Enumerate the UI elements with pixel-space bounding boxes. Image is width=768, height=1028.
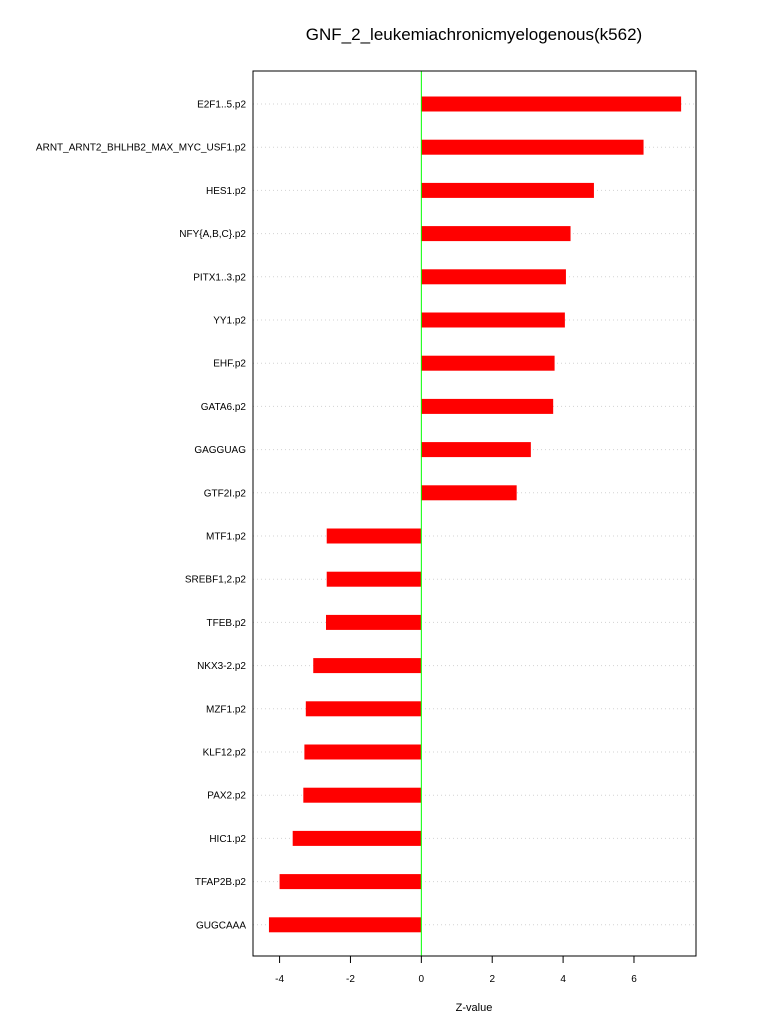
category-label: GAGGUAG — [194, 445, 246, 457]
x-tick-label: -4 — [275, 974, 285, 985]
bar — [269, 917, 421, 932]
category-label: MZF1.p2 — [205, 704, 246, 716]
category-label: NFY{A,B,C}.p2 — [179, 229, 246, 241]
bar — [327, 529, 422, 544]
bar — [421, 269, 566, 284]
category-label: TFEB.p2 — [206, 617, 246, 629]
bar — [280, 874, 422, 889]
category-label: EHF.p2 — [213, 358, 246, 370]
bar — [421, 183, 594, 198]
bar — [421, 313, 565, 328]
x-axis-label: Z-value — [455, 1002, 493, 1014]
category-label: HIC1.p2 — [209, 833, 246, 845]
bar — [327, 572, 422, 587]
category-label: E2F1..5.p2 — [197, 99, 246, 111]
category-label: TFAP2B.p2 — [194, 877, 246, 889]
bar — [421, 399, 553, 414]
chart-title: GNF_2_leukemiachronicmyelogenous(k562) — [305, 25, 643, 44]
bar — [421, 485, 516, 500]
bar — [306, 701, 422, 716]
category-label: HES1.p2 — [205, 185, 246, 197]
category-label: GATA6.p2 — [200, 401, 246, 413]
bar — [421, 442, 531, 457]
x-tick-label: 6 — [631, 974, 637, 985]
category-label: GUGCAAA — [195, 920, 246, 932]
category-label: PITX1..3.p2 — [193, 272, 246, 284]
bars — [269, 97, 681, 933]
category-labels — [36, 100, 247, 932]
category-label: PAX2.p2 — [207, 790, 246, 802]
plot-frame — [253, 71, 696, 956]
bar — [326, 615, 421, 630]
bar — [313, 658, 421, 673]
category-label: ARNT_ARNT2_BHLHB2_MAX_MYC_USF1.p2 — [35, 142, 246, 154]
x-tick-label: -2 — [346, 974, 355, 985]
category-label: MTF1.p2 — [205, 531, 246, 543]
bar — [293, 831, 422, 846]
bar — [421, 140, 643, 155]
x-tick-label: 4 — [560, 974, 566, 985]
category-label: KLF12.p2 — [202, 747, 246, 759]
category-label: NKX3-2.p2 — [197, 661, 246, 673]
category-label: YY1.p2 — [213, 315, 246, 327]
bar — [303, 788, 421, 803]
bar — [421, 356, 554, 371]
x-tick-label: 0 — [418, 974, 425, 985]
category-label: GTF2I.p2 — [203, 488, 246, 500]
x-axis — [275, 956, 637, 985]
bar — [304, 745, 421, 760]
category-label: SREBF1,2.p2 — [184, 574, 246, 586]
bar — [421, 97, 681, 112]
bar — [421, 226, 570, 241]
x-tick-label: 2 — [489, 974, 496, 985]
